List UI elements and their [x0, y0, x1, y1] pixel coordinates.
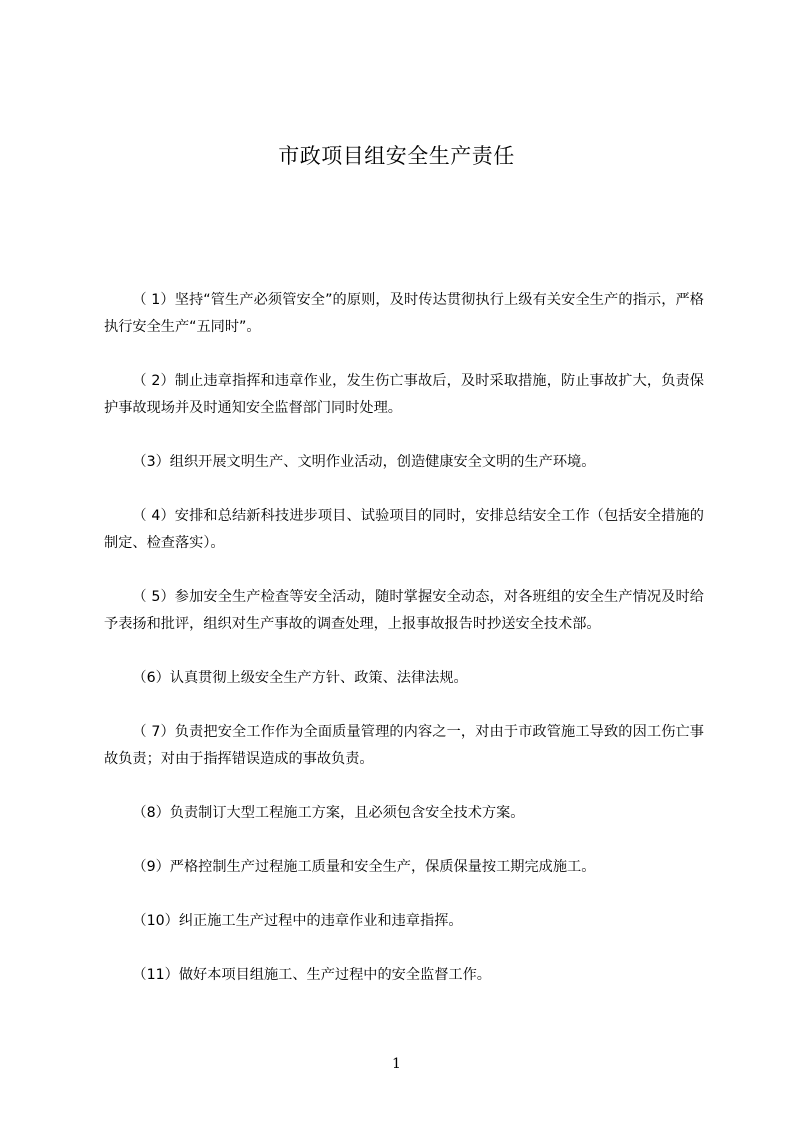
paragraph-5: （ 5）参加安全生产检查等安全活动，随时掌握安全动态，对各班组的安全生产情况及时给予表扬和批评，组织对生产事故的调查处理，上报事故报告时抄送安全技术部。: [104, 589, 704, 632]
page-number: 1: [392, 1056, 401, 1072]
paragraph-7: （ 7）负责把安全工作作为全面质量管理的内容之一，对由于市政管施工导致的因工伤亡事故负责；对由于指挥错误造成的事故负责。: [104, 724, 704, 767]
paragraph-4: （ 4）安排和总结新科技进步项目、试验项目的同时，安排总结安全工作（包括安全措施的制定、检查落实）。: [104, 508, 704, 551]
paragraph-8: （8）负责制订大型工程施工方案，且必须包含安全技术方案。: [132, 805, 525, 821]
paragraph-2: （ 2）制止违章指挥和违章作业，发生伤亡事故后，及时采取措施，防止事故扩大，负责保护事故现场并及时通知安全监督部门同时处理。: [104, 373, 704, 416]
paragraph-6: （6）认真贯彻上级安全生产方针、政策、法律法规。: [132, 670, 468, 686]
paragraph-10: （10）纠正施工生产过程中的违章作业和违章指挥。: [132, 913, 463, 929]
document-body: [104, 287, 704, 1016]
paragraph-3: （3）组织开展文明生产、文明作业活动，创造健康安全文明的生产环境。: [132, 454, 596, 470]
paragraph-11: （11）做好本项目组施工、生产过程中的安全监督工作。: [132, 967, 491, 983]
document-title: 市政项目组安全生产责任: [278, 144, 515, 168]
paragraph-9: （9）严格控制生产过程施工质量和安全生产，保质保量按工期完成施工。: [132, 859, 596, 875]
paragraph-1: （ 1）坚持“管生产必须管安全”的原则，及时传达贯彻执行上级有关安全生产的指示，严格执行安全生产“五同时”。: [104, 292, 704, 335]
